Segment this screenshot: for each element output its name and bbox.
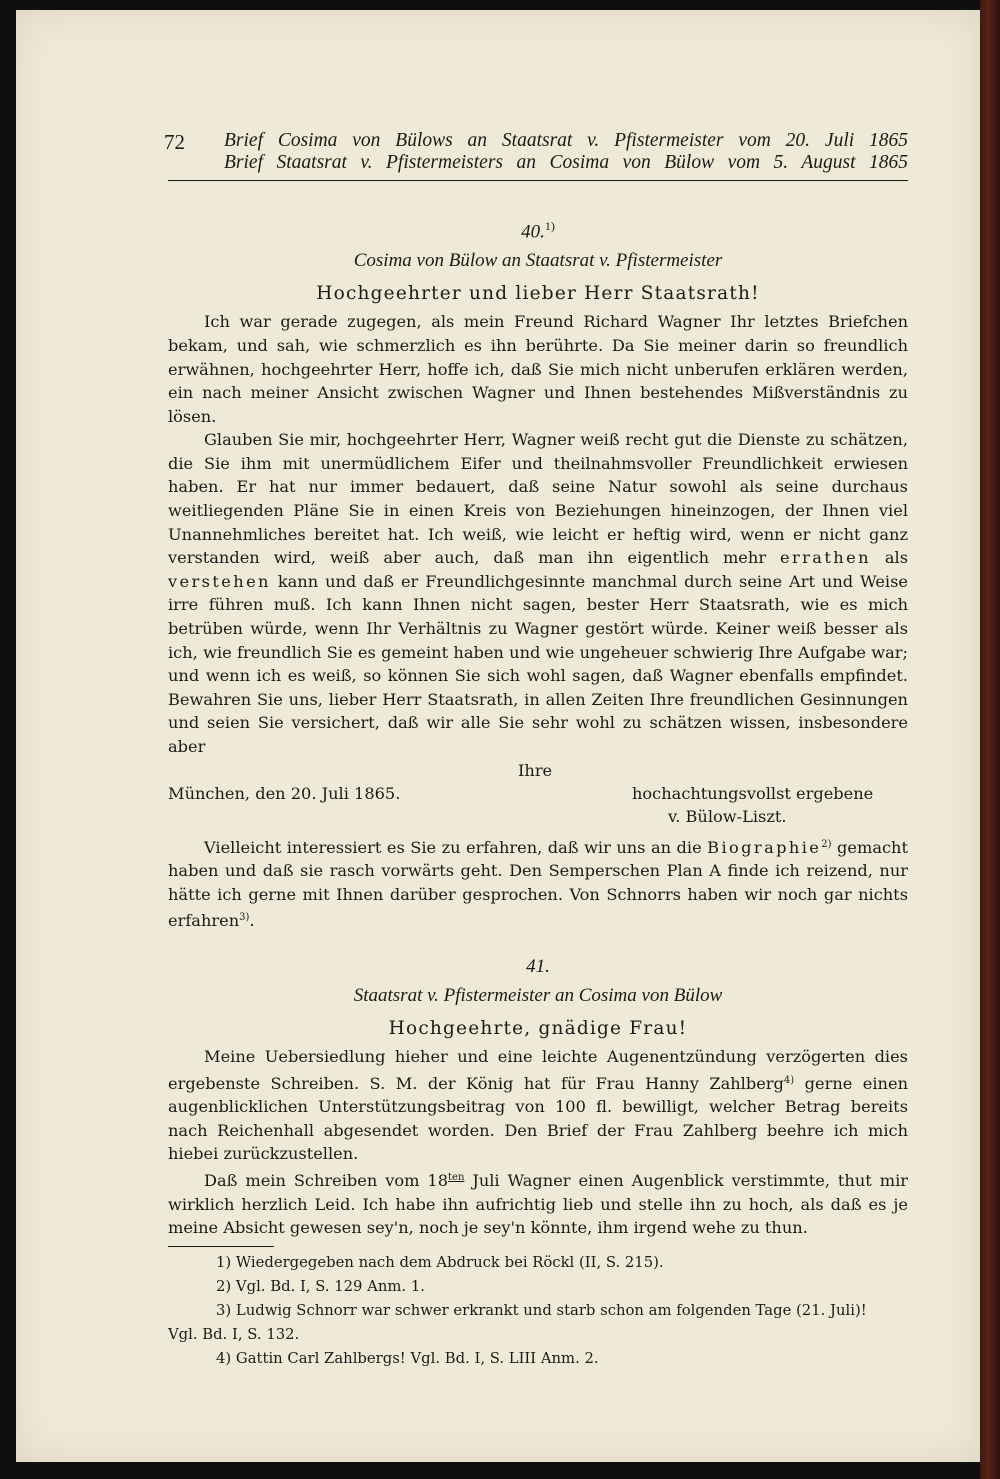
text-run: Daß mein Schreiben vom 18 xyxy=(204,1170,449,1190)
footnote-text: Vgl. Bd. I, S. 132. xyxy=(168,1325,300,1343)
header-line-2: Brief Staatsrat v. Pfistermeisters an Cosima von Bülow vom 5. August 1865 xyxy=(224,152,908,173)
letter-41-title: Staatsrat v. Pfistermeister an Cosima von Bülow xyxy=(353,984,723,1006)
letter-40-body xyxy=(168,310,908,758)
footnote-text: Vgl. Bd. I, S. 129 Anm. 1. xyxy=(235,1277,425,1295)
emphasized-word: verstehen xyxy=(168,571,271,591)
footnote-ref: 2) xyxy=(821,838,832,850)
text-run: Glauben Sie mir, hochgeehrter Herr, Wagner weiß recht gut die Dienste zu schätzen, die Sie ihm mit unermüdlichem Eifer und theilnahmsvoller Freundlichkeit erwiesen haben. Er hat nur immer bedauert, daß seine Natur sowohl als seine durchaus weitliegenden Pläne Sie in einen Kreis von Beziehungen hineinzogen, der Ihnen viel Unannehmliches bereitet hat. Ich weiß, wie leicht er heftig wird, wenn er nicht ganz verstanden wird, weiß aber auch, daß man ihn eigentlich mehr xyxy=(168,430,908,568)
footnote-4 xyxy=(168,1347,908,1371)
footnote-mark: 3) xyxy=(216,1301,232,1319)
letter-41-paragraph-1 xyxy=(168,1045,908,1166)
letter-40-postscript xyxy=(168,833,908,933)
text-run: . xyxy=(249,911,255,931)
footnote-ref: 3) xyxy=(239,912,250,924)
footnote-text: Wiedergegeben nach dem Abdruck bei Röckl (II, S. 215). xyxy=(235,1253,664,1271)
letter-40-closing xyxy=(168,759,908,831)
running-header xyxy=(164,130,908,176)
book-spine-edge xyxy=(980,0,1000,1479)
text-run: kann und daß er Freundlichgesinnte manchmal durch seine Art und Weise irre führen muß. Ich kann Ihnen nicht sagen, bester Herr Staatsrath, wie es mich betrüben würde, wenn Ihr Verhältnis zu Wagner gestört würde. Keiner weiß besser als ich, wie freundlich Sie es gemeint haben und wie ungeheuer schwierig Ihre Aufgabe war; und wenn ich es weiß, so können Sie sich wohl sagen, daß Wagner ebenfalls empfindet. Bewahren Sie uns, lieber Herr Staatsrath, in allen Zeiten Ihre freundlichen Gesinnungen und seien Sie versichert, daß wir alle Sie sehr wohl zu schätzen wissen, insbesondere aber xyxy=(168,571,908,757)
footnote-mark: 1) xyxy=(216,1253,232,1271)
letter-40-salutation: Hochgeehrter und lieber Herr Staatsrath! xyxy=(316,283,760,305)
place-and-date: München, den 20. Juli 1865. xyxy=(168,783,401,803)
letter-41-paragraph-2 xyxy=(168,1166,908,1240)
letter-41-salutation: Hochgeehrte, gnädige Frau! xyxy=(388,1017,688,1039)
closing-ihre: Ihre xyxy=(518,760,553,780)
footnote-3-continued xyxy=(168,1323,908,1347)
footnote-1 xyxy=(168,1251,908,1275)
text-run: gemacht haben und daß sie rasch vorwärts geht. Den Semperschen Plan A finde ich reizend, nur hätte ich gerne mit Ihnen darüber gesprochen. Von Schnorrs haben wir noch gar nichts erfahren xyxy=(168,837,908,931)
footnote-2 xyxy=(168,1275,908,1299)
footnote-text: Ludwig Schnorr war schwer erkrankt und starb schon am folgenden Tage (21. Juli)! xyxy=(235,1301,867,1319)
text-run: Vielleicht interessiert es Sie zu erfahren, daß wir uns an die xyxy=(204,837,702,857)
page-content xyxy=(164,130,909,1371)
superscript-ten: ten xyxy=(448,1171,465,1183)
header-rule xyxy=(168,180,908,181)
footnote-separator xyxy=(168,1246,274,1247)
text-run: Juli Wagner einen Augenblick verstimmte, thut mir wirklich herzlich Leid. Ich habe ihn aufrichtig lieb und stelle ihn zu hoch, als daß es je meine Absicht gewesen sey'n, noch je sey'n könnte, ihm irgend wehe zu thun. xyxy=(168,1170,908,1238)
signature-line-1: hochachtungsvollst ergebene xyxy=(632,783,874,803)
letter-40-title: Cosima von Bülow an Staatsrat v. Pfistermeister xyxy=(353,250,723,272)
text-run: gerne einen augenblicklichen Unterstützungsbeitrag von 100 fl. bewilligt, welcher Betrag bereits nach Reichenhall abgesendet worden. Den Brief der Frau Zahlberg beehre ich mich hiebei zurückzustellen. xyxy=(168,1073,908,1164)
text-run: Meine Uebersiedlung hieher und eine leichte Augenentzündung verzögerten dies ergebenste Schreiben. S. M. der König hat für Frau Hanny Zahlberg xyxy=(168,1046,908,1093)
header-line-1: Brief Cosima von Bülows an Staatsrat v. Pfistermeister vom 20. Juli 1865 xyxy=(224,130,908,151)
footnote-ref: 1) xyxy=(544,219,555,233)
letter-41-number: 41. xyxy=(526,955,550,977)
letter-number-text: 40. xyxy=(521,221,545,243)
letter-40-paragraph-2 xyxy=(168,428,908,758)
header-text xyxy=(224,130,908,174)
footnote-3 xyxy=(168,1299,908,1323)
letter-40-number xyxy=(168,214,908,244)
letter-41-body xyxy=(168,1045,908,1240)
text-run: als xyxy=(884,548,909,568)
emphasized-word: Biographie xyxy=(707,837,822,857)
footnotes xyxy=(168,1251,908,1371)
postscript-paragraph xyxy=(168,833,908,933)
footnote-mark: 2) xyxy=(216,1277,232,1295)
footnote-mark: 4) xyxy=(216,1349,232,1367)
footnote-text: Gattin Carl Zahlbergs! Vgl. Bd. I, S. LIII Anm. 2. xyxy=(235,1349,599,1367)
emphasized-word: errathen xyxy=(780,548,871,568)
footnote-ref: 4) xyxy=(783,1074,795,1086)
letter-40-paragraph-1: Ich war gerade zugegen, als mein Freund Richard Wagner Ihr letztes Briefchen bekam, und sah, wie schmerzlich es ihn berührte. Da Sie meiner darin so freundlich erwähnen, hochgeehrter Herr, hoffe ich, daß Sie mich nicht unberufen erklären werden, ein nach meiner Ansicht zwischen Wagner und Ihnen bestehendes Mißverständnis zu lösen. xyxy=(168,312,908,426)
page-number: 72 xyxy=(164,130,185,154)
signature-line-2: v. Bülow-Liszt. xyxy=(668,806,787,826)
